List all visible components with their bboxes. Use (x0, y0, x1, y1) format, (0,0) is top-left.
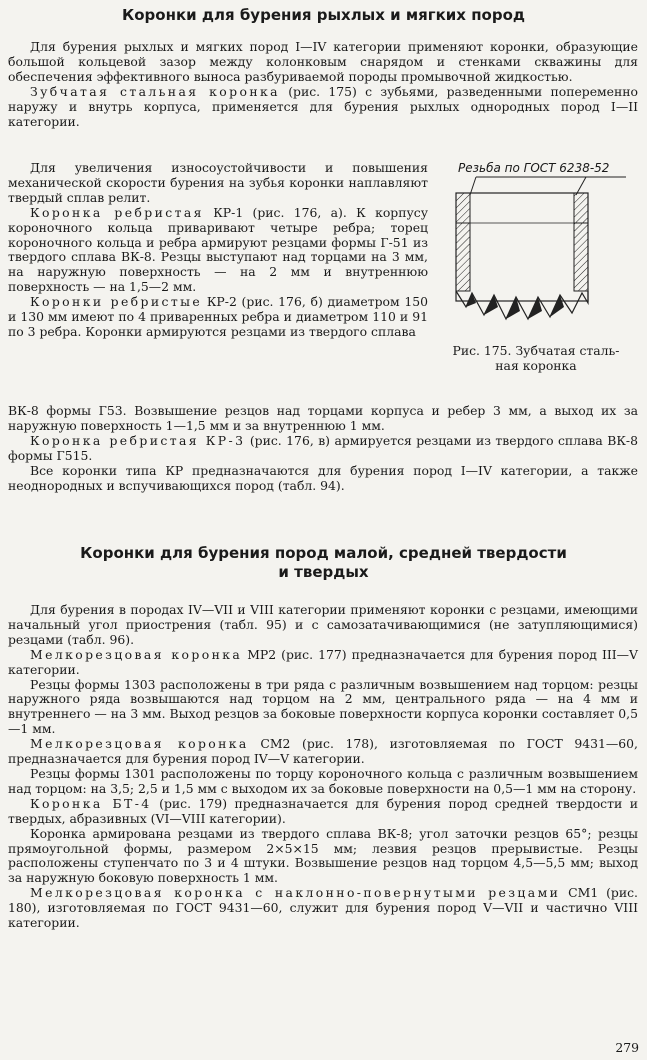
paragraph: Коронки ребристые КР-2 (рис. 176, б) диаметром 150 и 130 мм имеют по 4 приваренных ребра и диаметром 110 и 91 по 3 ребра. Коронки армируются резцами из твердого сплава (8, 294, 428, 339)
section-heading: Коронки для бурения рыхлых и мягких пород (121, 6, 526, 24)
paragraph: Коронка ребристая КР-1 (рис. 176, а). К корпусу короночного кольца приваривают четыре ребра; торец короночного кольца и ребра армируют резцами формы Г-51 из твердого сплава ВК-8. Резцы выступают над торцами на 3 мм, на наружную поверхность — на 2 мм и внутреннюю поверхность — на 1,5—2 мм. (8, 204, 428, 295)
paragraph: Для увеличения износоустойчивости и повышения механической скорости бурения на зубья коронки наплавляют твердый сплав релит. (8, 160, 428, 205)
figure-caption: Рис. 175. Зубчатая сталь- ная коронка (452, 343, 620, 373)
term: Зубчатая стальная коронка (30, 83, 280, 99)
paragraph: Коронка БТ-4 (рис. 179) предназначается для бурения пород средней твердости и твердых, абразивных (VI—VIII категории). (8, 795, 638, 826)
paragraph: Зубчатая стальная коронка (рис. 175) с зубьями, разведенными попеременно наружу и внутрь корпуса, применяется для бурения рыхлых однородных пород I—II категории. (8, 83, 638, 129)
paragraph: Резцы формы 1303 расположены в три ряда с различным возвышением над торцом: резцы наружного ряда возвышаются над торцом на 2 мм, центрального ряда — на 4 мм и внутреннего — на 3 мм. Выход резцов за боковые поверхности корпуса коронки составляет 0,5—1 мм. (8, 676, 638, 737)
paragraph: ВК-8 формы Г53. Возвышение резцов над торцами корпуса и ребер 3 мм, а выход их за наружную поверхность 1—1,5 мм и за внутреннюю 1 мм. (8, 403, 638, 433)
section2-body (8, 603, 638, 931)
figure-175 (436, 157, 636, 387)
thread-label: Резьба по ГОСТ 6238-52 (458, 161, 610, 175)
term: Коронка БТ-4 (30, 795, 152, 811)
crown-bit-drawing (436, 157, 636, 337)
term: Мелкорезцовая коронка с наклонно-повернутыми резцами (30, 885, 561, 901)
paragraph: Коронка ребристая КР-3 (рис. 176, в) армируется резцами из твердого сплава ВК-8 формы Г515. (8, 432, 638, 463)
section-heading: Коронки для бурения пород малой, средней твердости и твердых (80, 544, 567, 581)
section1-intro (8, 40, 638, 129)
paragraph: Мелкорезцовая коронка МР2 (рис. 177) предназначается для бурения пород III—V категории. (8, 646, 638, 677)
paragraph: Мелкорезцовая коронка с наклонно-повернутыми резцами СМ1 (рис. 180), изготовляемая по ГОСТ 9431—60, служит для бурения пород V—VII и частично VIII категории. (8, 885, 638, 931)
term: Коронки ребристые (30, 294, 203, 310)
paragraph: Все коронки типа КР предназначаются для бурения пород I—IV категории, а также неоднородных и вспучивающихся пород (табл. 94). (8, 462, 638, 493)
term: Коронка ребристая КР-3 (30, 432, 246, 448)
term: Мелкорезцовая коронка (30, 736, 249, 752)
paragraph: Для бурения рыхлых и мягких пород I—IV категории применяют коронки, образующие большой кольцевой зазор между колонковым снарядом и стенками скважины для обеспечения эффективного выноса разбуриваемой породы промывочной жидкостью. (8, 39, 638, 84)
term: Коронка ребристая (30, 204, 204, 220)
paragraph: Резцы формы 1301 расположены по торцу короночного кольца с различным возвышением над торцом: на 3,5; 2,5 и 1,5 мм с выходом их за боковые поверхности на 0,5—1 мм на сторону. (8, 765, 638, 796)
section1-continued (8, 404, 638, 493)
section1-wrapped-text (8, 161, 428, 340)
page-number: 279 (615, 1040, 639, 1055)
term: Мелкорезцовая коронка (30, 646, 243, 662)
paragraph: Для бурения в породах IV—VII и VIII категории применяют коронки с резцами, имеющими начальный угол приострения (табл. 95) и с самозатачивающимися (не затупляющимися) резцами (табл. 96). (8, 602, 638, 647)
paragraph: Коронка армирована резцами из твердого сплава ВК-8; угол заточки резцов 65°; резцы прямоугольной формы, размером 2×5×15 мм; лезвия резцов прерывистые. Резцы расположены ступенчато по 3 и 4 штуки. Возвышение резцов над торцом 4,5—5,5 мм; выход за наружную боковую поверхность 1 мм. (8, 825, 638, 886)
paragraph: Мелкорезцовая коронка СМ2 (рис. 178), изготовляемая по ГОСТ 9431—60, предназначается для бурения пород IV—V категории. (8, 736, 638, 767)
